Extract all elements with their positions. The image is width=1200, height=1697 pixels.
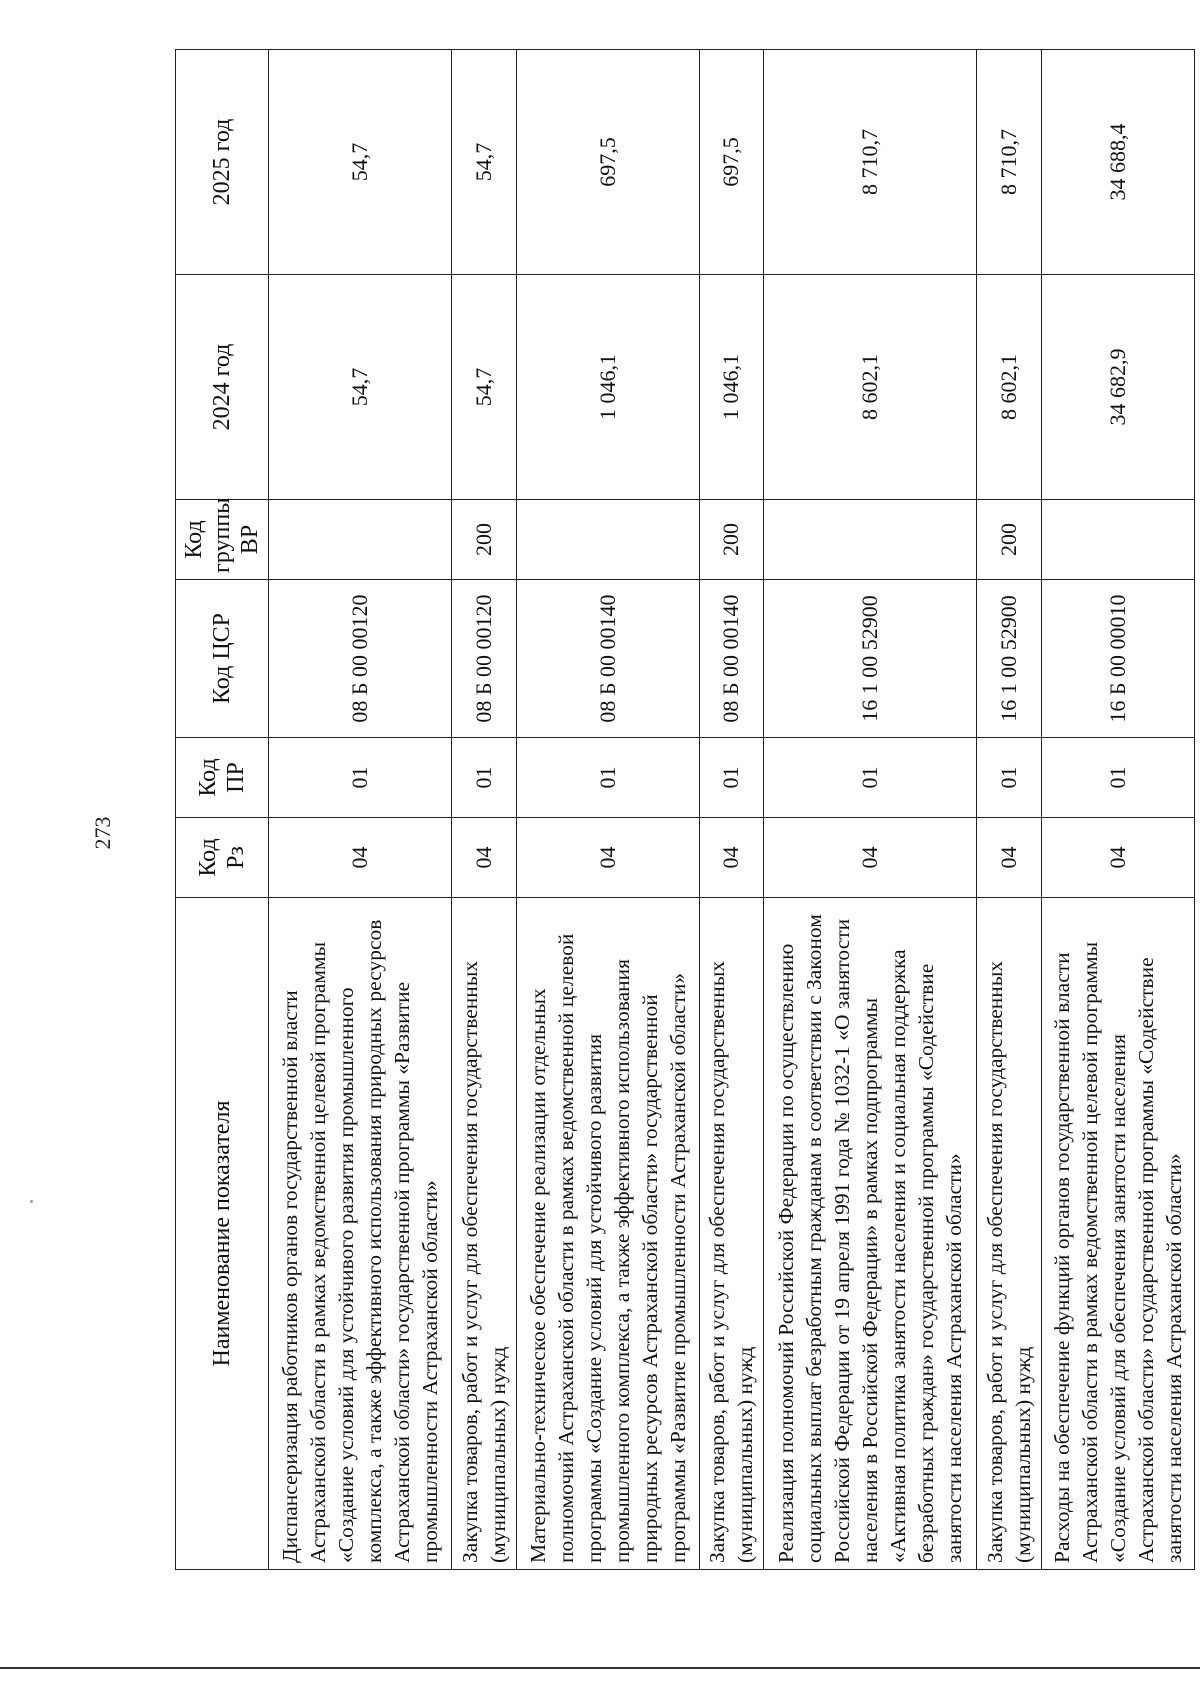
row-vr: 200 (976, 500, 1041, 580)
header-2025: 2025 год (176, 50, 269, 275)
row-pr: 01 (269, 738, 452, 818)
row-rz: 04 (269, 818, 452, 898)
table-row (1041, 50, 1195, 1570)
row-rz: 04 (452, 818, 517, 898)
row-2024: 54,7 (269, 275, 452, 500)
row-rz: 04 (764, 818, 977, 898)
row-2025: 34 688,4 (1041, 50, 1195, 275)
row-2025: 8 710,7 (976, 50, 1041, 275)
row-csr: 16 Б 00 00010 (1041, 580, 1195, 738)
row-2024: 54,7 (452, 275, 517, 500)
row-csr: 08 Б 00 00140 (699, 580, 764, 738)
table-header-row (176, 50, 269, 1570)
table-row (976, 50, 1041, 1570)
row-vr: 200 (452, 500, 517, 580)
row-csr: 08 Б 00 00120 (452, 580, 517, 738)
row-csr: 08 Б 00 00140 (516, 580, 699, 738)
header-2024: 2024 год (176, 275, 269, 500)
row-2025: 54,7 (269, 50, 452, 275)
row-csr: 08 Б 00 00120 (269, 580, 452, 738)
row-2025: 697,5 (699, 50, 764, 275)
row-2025: 8 710,7 (764, 50, 977, 275)
table-row (516, 50, 699, 1570)
table-row (269, 50, 452, 1570)
row-pr: 01 (976, 738, 1041, 818)
row-rz: 04 (516, 818, 699, 898)
row-csr: 16 1 00 52900 (764, 580, 977, 738)
row-2024: 34 682,9 (1041, 275, 1195, 500)
row-name: Реализация полномочий Российской Федерации по осуществлению социальных выплат безработным гражданам в соответствии с Законом Российской Федерации от 19 апреля 1991 года № 1032-1 «О занятости населения в Российской Федерации» в рамках подпрограммы «Активная политика занятости населения и социальная поддержка безработных граждан» государственной программы «Содействие занятости населения Астраханской области» (764, 898, 977, 1570)
row-pr: 01 (699, 738, 764, 818)
table-row (764, 50, 977, 1570)
row-2025: 54,7 (452, 50, 517, 275)
header-name: Наименование показателя (176, 898, 269, 1570)
budget-table-container (175, 50, 1195, 1570)
row-2025: 697,5 (516, 50, 699, 275)
row-rz: 04 (976, 818, 1041, 898)
row-pr: 01 (1041, 738, 1195, 818)
row-pr: 01 (764, 738, 977, 818)
row-2024: 8 602,1 (976, 275, 1041, 500)
table-row (452, 50, 517, 1570)
row-name: Расходы на обеспечение функций органов государственной власти Астраханской области в рамках ведомственной целевой программы «Создание условий для обеспечения занятости населения Астраханской области» государственной программы «Содействие занятости населения Астраханской области» (1041, 898, 1195, 1570)
header-vr: Код группы ВР (176, 500, 269, 580)
header-pr: Код ПР (176, 738, 269, 818)
row-csr: 16 1 00 52900 (976, 580, 1041, 738)
row-vr (516, 500, 699, 580)
bottom-rule (0, 1667, 1200, 1669)
row-2024: 1 046,1 (516, 275, 699, 500)
scan-speck (30, 1200, 33, 1203)
row-pr: 01 (516, 738, 699, 818)
row-vr (269, 500, 452, 580)
table-row (699, 50, 764, 1570)
row-pr: 01 (452, 738, 517, 818)
page-number: 273 (90, 816, 115, 850)
row-name: Материально-техническое обеспечение реализации отдельных полномочий Астраханской области в рамках ведомственной целевой программы «Создание условий для устойчивого развития промышленного комплекса, а также эффективного использования природных ресурсов Астраханской области» государственной программы «Развитие промышленности Астраханской области» (516, 898, 699, 1570)
budget-table (175, 49, 1195, 1570)
row-2024: 1 046,1 (699, 275, 764, 500)
row-name: Закупка товаров, работ и услуг для обеспечения государственных (муниципальных) нужд (452, 898, 517, 1570)
row-name: Закупка товаров, работ и услуг для обеспечения государственных (муниципальных) нужд (976, 898, 1041, 1570)
row-rz: 04 (1041, 818, 1195, 898)
row-name: Закупка товаров, работ и услуг для обеспечения государственных (муниципальных) нужд (699, 898, 764, 1570)
row-name: Диспансеризация работников органов государственной власти Астраханской области в рамках ведомственной целевой программы «Создание условий для устойчивого развития промышленного комплекса, а также эффективного использования природных ресурсов Астраханской области» государственной программы «Развитие промышленности Астраханской области» (269, 898, 452, 1570)
row-vr: 200 (699, 500, 764, 580)
row-vr (764, 500, 977, 580)
header-csr: Код ЦСР (176, 580, 269, 738)
row-vr (1041, 500, 1195, 580)
row-rz: 04 (699, 818, 764, 898)
row-2024: 8 602,1 (764, 275, 977, 500)
header-rz: Код Рз (176, 818, 269, 898)
